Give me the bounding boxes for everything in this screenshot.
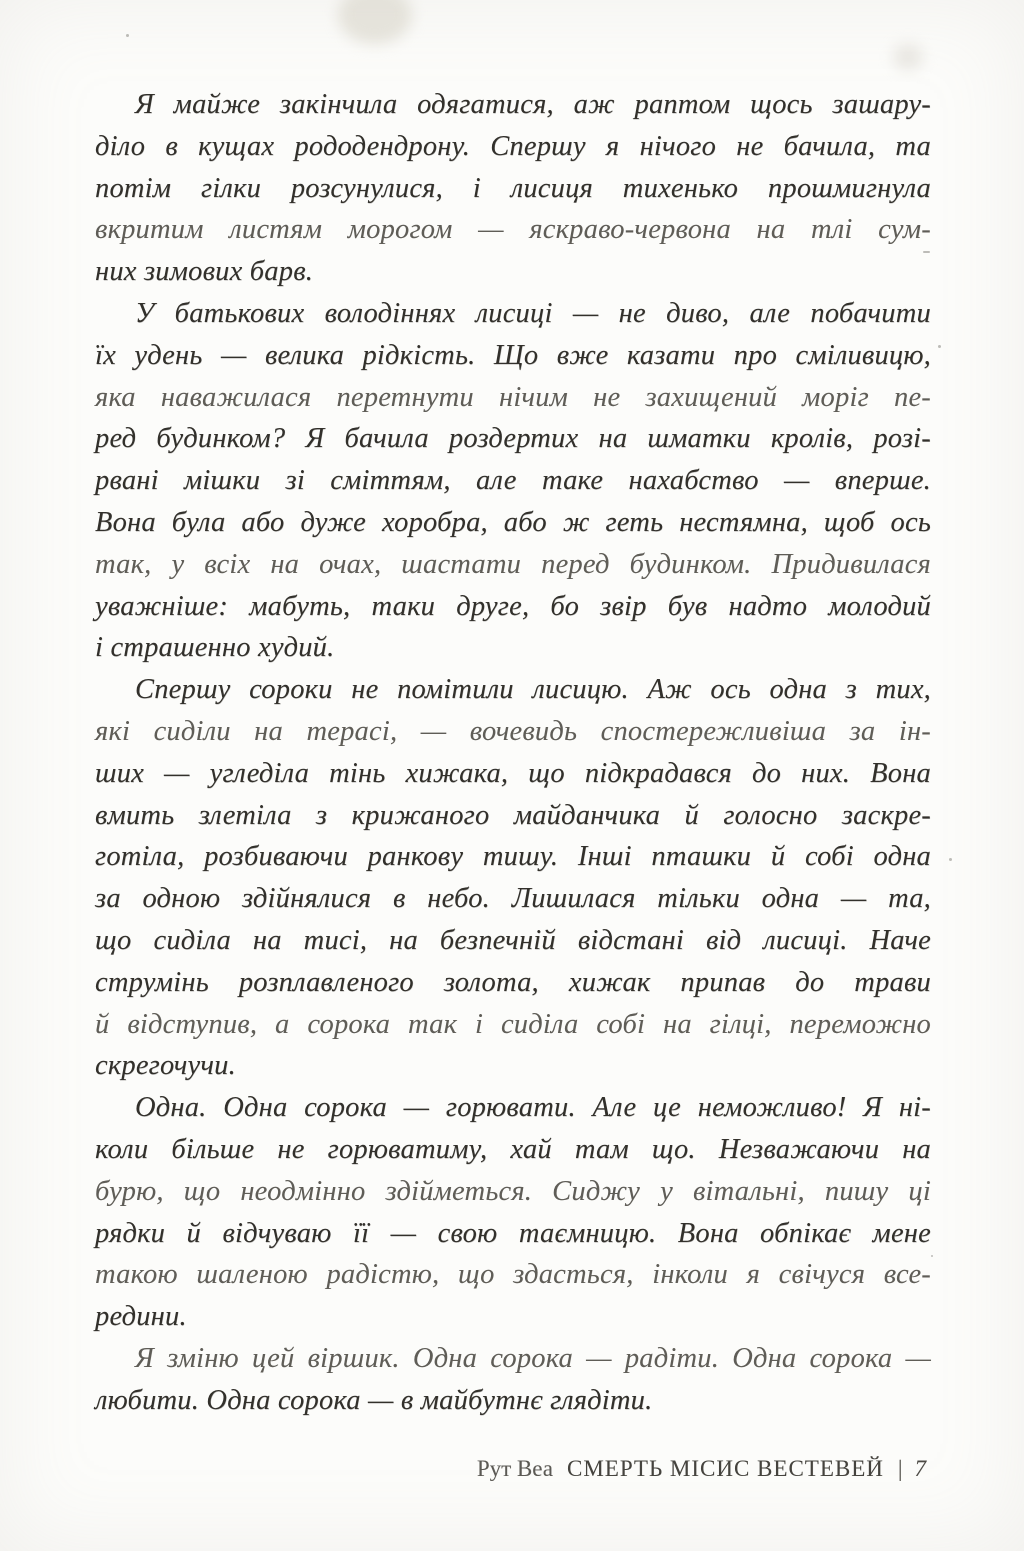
paragraph <box>95 669 931 1087</box>
paragraph <box>95 1338 931 1422</box>
scan-speck <box>949 858 952 861</box>
text-line: готіла, розбиваючи ранкову тишу. Інші пташки й собі одна <box>95 841 931 873</box>
text-block <box>95 84 931 1422</box>
paragraph <box>95 84 931 293</box>
page-number: 7 <box>914 1456 926 1481</box>
text-line: Я майже закінчила одягатися, аж раптом щось зашару- <box>135 89 931 120</box>
text-line: потім гілки розсунулися, і лисиця тихенько прошмигнула <box>95 172 931 204</box>
scan-smudge <box>893 44 923 70</box>
text-line: рядки й відчуваю її — свою таємницю. Вона обпікає мене <box>95 1217 931 1249</box>
text-line: за одною здійнялися в небо. Лишилася тільки одна — та, <box>95 883 931 915</box>
text-line: Одна. Одна сорока — горювати. Але це неможливо! Я ні- <box>135 1092 931 1124</box>
scan-smudge <box>338 0 412 44</box>
text-line: яка наважилася перетнути нічим не захищений моріг пе- <box>95 381 931 413</box>
text-line: них зимових барв. <box>95 256 314 288</box>
footer-separator: | <box>897 1456 903 1481</box>
text-line: Я зміню цей віршик. Одна сорока — радіти. Одна сорока — <box>135 1342 931 1374</box>
paragraph <box>95 1087 931 1338</box>
scan-speck <box>938 345 941 348</box>
footer-author: Рут Веа <box>476 1456 553 1481</box>
text-line: і страшенно худий. <box>95 632 335 664</box>
text-line: коли більше не горюватиму, хай там що. Незважаючи на <box>95 1133 931 1165</box>
text-line: що сиділа на тисі, на безпечній відстані від лисиці. Наче <box>95 924 931 956</box>
text-line: У батькових володіннях лисиці — не диво, але побачити <box>135 297 931 329</box>
text-line: редини. <box>95 1301 187 1333</box>
text-line: вкритим листям морогом — яскраво-червона на тлі сум- <box>95 214 931 246</box>
text-line: любити. Одна сорока — в майбутнє глядіти. <box>95 1384 653 1416</box>
paragraph <box>95 293 931 669</box>
text-line: ших — угледіла тінь хижака, що підкрадався до них. Вона <box>95 757 931 789</box>
text-line: ред будинком? Я бачила роздертих на шматки кролів, розі- <box>95 423 931 455</box>
text-line: Вона була або дуже хоробра, або ж геть нестямна, щоб ось <box>95 506 931 538</box>
text-line: вмить злетіла з крижаного майданчика й голосно заскре- <box>95 799 931 831</box>
scan-speck <box>931 1255 933 1257</box>
text-line: їх удень — велика рідкість. Що вже казати про сміливицю, <box>95 339 931 371</box>
text-line: діло в кущах рододендрону. Спершу я нічого не бачила, та <box>95 130 931 162</box>
text-line: й відступив, а сорока так і сиділа собі на гілці, переможно <box>95 1008 931 1040</box>
text-line: бурю, що неодмінно здійметься. Сиджу у вітальні, пишу ці <box>95 1175 931 1207</box>
footer-book-title: СМЕРТЬ МІСИС ВЕСТЕВЕЙ <box>566 1456 884 1481</box>
page-footer <box>477 1452 926 1486</box>
scan-speck <box>126 34 129 37</box>
text-line: рвані мішки зі сміттям, але таке нахабство — вперше. <box>95 465 931 497</box>
text-line: Спершу сороки не помітили лисицю. Аж ось одна з тих, <box>135 674 931 706</box>
text-line: так, у всіх на очах, шастати перед будинком. Придивилася <box>95 548 931 580</box>
text-line: такою шаленою радістю, що здасться, інколи я свічуся все- <box>95 1259 931 1291</box>
text-line: уважніше: мабуть, таки друге, бо звір був надто молодий <box>95 590 931 622</box>
text-line: струмінь розплавленого золота, хижак припав до трави <box>95 966 931 998</box>
text-line: скрегочучи. <box>95 1050 236 1082</box>
text-line: які сиділи на терасі, — вочевидь спостережливіша за ін- <box>95 715 931 747</box>
